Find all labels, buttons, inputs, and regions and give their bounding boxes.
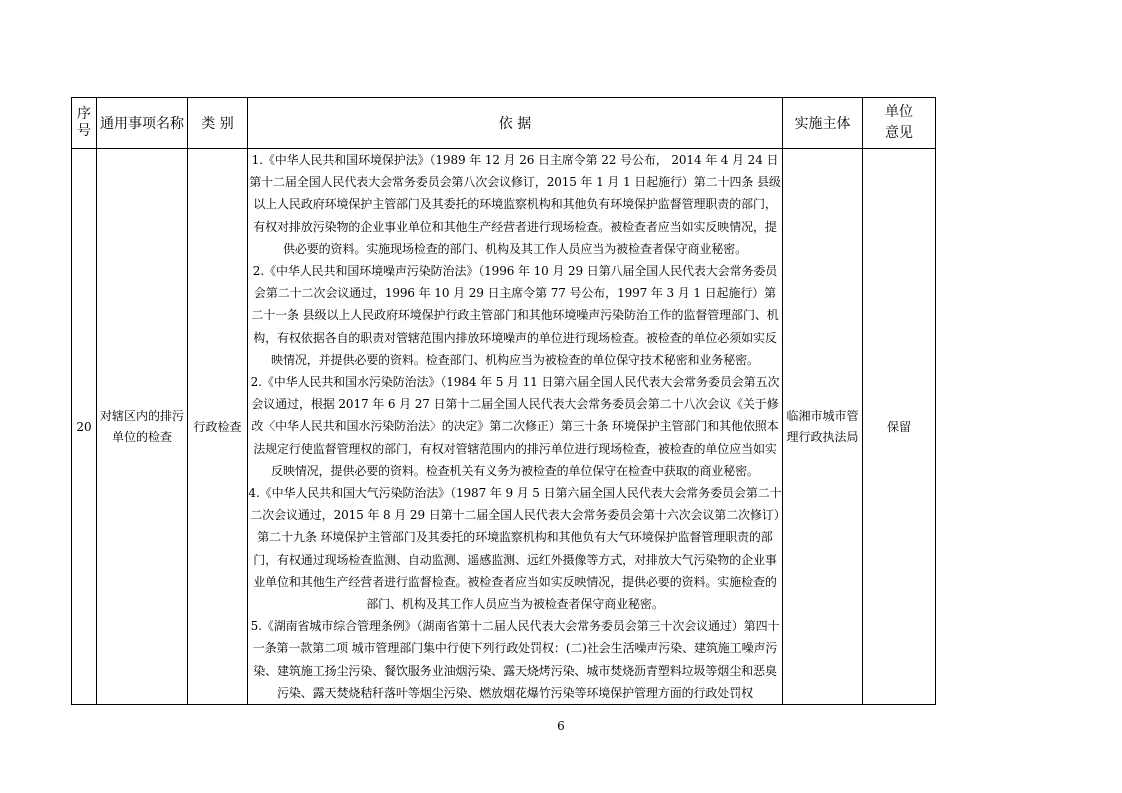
- basis-clause: 4.《中华人民共和国大气污染防治法》（1987 年 9 月 5 日第六届全国人民代表大会常务委员会第二十二次会议通过，2015 年 8 月 29 日第十二届全国人民代表大会常务委员会第十六次会议第二次修订）第二十九条 环境保护主管部门及其委托的环境监察机构和其他负有大气环境保护监督管理职责的部门，有权通过现场检查监测、自动监测、遥感监测、远红外摄像等方式，对排放大气污染物的企业事业单位和其他生产经营者进行监督检查。被检查者应当如实反映情况，提供必要的资料。实施检查的部门、机构及其工作人员应当为被检查者保守商业秘密。: [248, 486, 782, 612]
- header-seq: 序号: [72, 98, 97, 149]
- basis-clause: 1.《中华人民共和国环境保护法》（1989 年 12 月 26 日主席令第 22 号公布， 2014 年 4 月 24 日第十二届全国人民代表大会常务委员会第八次会议修订，2015 年 1 月 1 日起施行）第二十四条 县级以上人民政府环境保护主管部门及其委托的环境监察机构和其他负有环境保护监督管理职责的部门，有权对排放污染物的企业事业单位和其他生产经营者进行现场检查。被检查者应当如实反映情况，提供必要的资料。实施现场检查的部门、机构及其工作人员应当为被检查者保守商业秘密。: [249, 153, 781, 256]
- page-number: 6: [557, 719, 565, 733]
- header-item-name: 通用事项名称: [97, 98, 188, 149]
- cell-basis: [248, 149, 783, 705]
- header-row: [72, 98, 936, 149]
- cell-subject: 临湘市城市管理行政执法局: [783, 149, 863, 705]
- header-category: 类 别: [188, 98, 248, 149]
- basis-clause: 5.《湖南省城市综合管理条例》（湖南省第十二届人民代表大会常务委员会第三十次会议通过）第四十一条第一款第二项 城市管理部门集中行使下列行政处罚权：(二)社会生活噪声污染、建筑施工噪声污染、建筑施工扬尘污染、餐饮服务业油烟污染、露天烧烤污染、城市焚烧沥青塑料垃圾等烟尘和恶臭污染、露天焚烧秸秆落叶等烟尘污染、燃放烟花爆竹污染等环境保护管理方面的行政处罚权: [250, 619, 780, 700]
- cell-seq: 20: [72, 149, 97, 705]
- basis-clause: 2.《中华人民共和国水污染防治法》（1984 年 5 月 11 日第六届全国人民代表大会常务委员会第五次会议通过，根据 2017 年 6 月 27 日第十二届全国人民代表大会常务委员会第二十八次会议《关于修改〈中华人民共和国水污染防治法〉的决定》第二次修正）第三十条 环境保护主管部门和其他依照本法规定行使监督管理权的部门，有权对管辖范围内的排污单位进行现场检查，被检查的单位应当如实反映情况，提供必要的资料。检查机关有义务为被检查的单位保守在检查中获取的商业秘密。: [250, 375, 780, 478]
- header-basis: 依 据: [248, 98, 783, 149]
- basis-clause: 2.《中华人民共和国环境噪声污染防治法》（1996 年 10 月 29 日第八届全国人民代表大会常务委员会第二十二次会议通过，1996 年 10 月 29 日主席令第 77 号公布，1997 年 3 月 1 日起施行）第二十一条 县级以上人民政府环境保护行政主管部门和其他环境噪声污染防治工作的监督管理部门、机构，有权依据各自的职责对管辖范围内排放环境噪声的单位进行现场检查。被检查的单位必须如实反映情况，并提供必要的资料。检查部门、机构应当为被检查的单位保守技术秘密和业务秘密。: [251, 264, 779, 367]
- header-subject: 实施主体: [783, 98, 863, 149]
- header-opinion: 单位意见: [863, 98, 936, 149]
- cell-category: 行政检查: [188, 149, 248, 705]
- item-table: [71, 97, 936, 705]
- cell-opinion: 保留: [863, 149, 936, 705]
- cell-item-name: 对辖区内的排污单位的检查: [97, 149, 188, 705]
- table-row: [72, 149, 936, 705]
